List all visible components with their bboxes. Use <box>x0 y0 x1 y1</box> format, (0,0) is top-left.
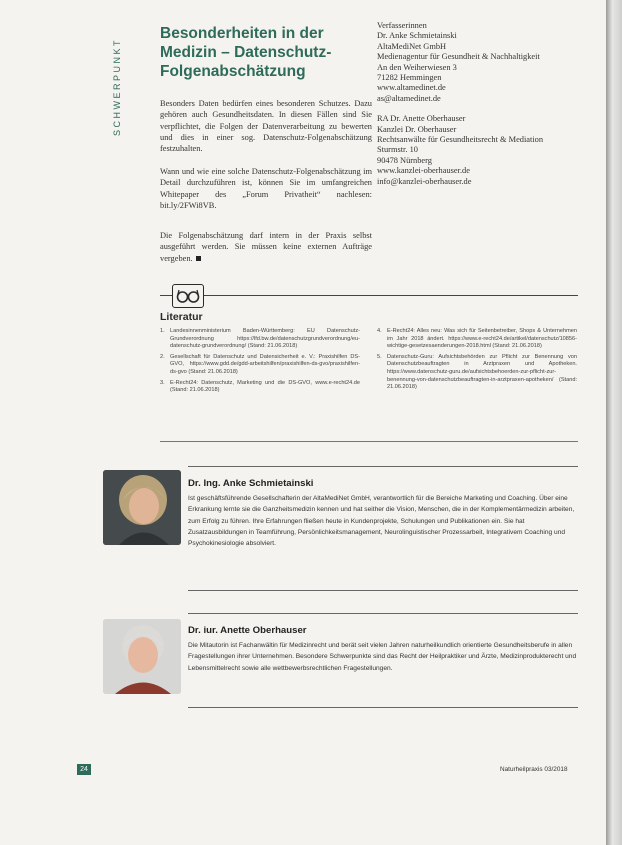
literature-item-text: E-Recht24: Alles neu: Was sich für Seitenbetreiber, Shops & Unternehmen im Jahr 2018 ändert. https://www.e-recht24.de/artikel/datenschutz/10856-wichtige-gesetzesaenderungen-2018.html (Stand: 21.06.2018) <box>387 328 577 350</box>
author1-website-link[interactable]: www.altamedinet.de <box>377 83 446 93</box>
literature-item <box>377 354 577 392</box>
article-paragraph-3 <box>160 230 372 264</box>
author2-line: 90478 Nürnberg <box>377 155 432 165</box>
author2-line: Kanzlei Dr. Oberhauser <box>377 124 457 134</box>
literature-list-right <box>377 328 577 395</box>
glasses-icon-graphic <box>173 285 203 307</box>
glasses-icon <box>172 284 204 308</box>
author2-photo <box>103 619 181 694</box>
literature-item-number: 2. <box>160 353 165 360</box>
author2-portrait <box>103 619 181 694</box>
literature-item-text: E-Recht24: Datenschutz, Marketing und die DS-GVO, www.e-recht24.de (Stand: 21.06.2018) <box>170 379 360 394</box>
article-paragraph-1: Besonders Daten bedürfen eines besonderen Schutzes. Dazu gehören auch Gesundheitsdaten. In diesen Fällen sind Sie verpflichtet, die Folgen der Datenverarbeitung zu bewerten und dies in einer sog. Datenschutz-Folgenabschätzung festzuhalten. <box>160 99 372 154</box>
literature-divider <box>160 295 578 296</box>
bio1-bottom-rule <box>188 590 578 591</box>
author1-email-link[interactable]: as@altamedinet.de <box>377 93 441 103</box>
journal-issue: Naturheilpraxis 03/2018 <box>500 766 568 773</box>
bio2-bottom-rule <box>188 707 578 708</box>
title-line-2: Medizin – Datenschutz- <box>160 44 332 61</box>
author1-photo <box>103 470 181 545</box>
paragraph-3-text: Die Folgenabschätzung darf intern in der Praxis selbst ausgeführt werden. Sie müssen keine externen Aufträge vergeben. <box>160 231 372 263</box>
literature-item-number: 1. <box>160 328 165 334</box>
literature-item-number: 5. <box>377 353 382 360</box>
author2-line: Sturmstr. 10 <box>377 145 418 155</box>
article-title <box>160 24 375 81</box>
author1-line: Dr. Anke Schmietainski <box>377 31 457 41</box>
author2-line: RA Dr. Anette Oberhauser <box>377 114 466 124</box>
author1-portrait <box>103 470 181 545</box>
end-of-article-mark <box>196 256 201 261</box>
literature-title: Literatur <box>160 311 203 323</box>
author2-line: Rechtsanwälte für Gesundheitsrecht & Mediation <box>377 135 544 145</box>
authors-heading: Verfasserinnen <box>377 21 427 30</box>
literature-item-text: Landesinnenministerium Baden-Württemberg: EU Datenschutz-Grundverordnung https://lfd.bw.de/datenschutzgrundverordnung/eu-datenschutz-grundverordnung/ (Stand: 21.06.2018) <box>170 328 360 350</box>
bio2-text: Die Mitautorin ist Fachanwältin für Medizinrecht und berät seit vielen Jahren naturheilkundlich orientierte Gesundheitsberufe in allen Fragestellungen ihrer Unternehmen. Besondere Schwerpunkte sind das Recht der Heilpraktiker und Ärzte, Medizinprodukterecht und Lebensmittelrecht sowie alle wettbewerbsrechtlichen Fragestellungen. <box>188 642 577 672</box>
literature-item-number: 4. <box>377 328 382 334</box>
literature-item <box>160 354 360 377</box>
title-line-1: Besonderheiten in der <box>160 25 324 42</box>
literature-item <box>377 328 577 351</box>
literature-item <box>160 328 360 351</box>
bio2-top-rule <box>188 613 578 614</box>
literature-list-left <box>160 328 360 398</box>
literature-item-text: Gesellschaft für Datenschutz und Datensicherheit e. V.: Praxishilfen DS-GVO, https://www.gdd.de/gdd-arbeitshilfen/praxishilfen-ds-gvo/praxishilfen-ds-gvo (Stand: 21.06.2018) <box>170 353 360 375</box>
page-spine-edge <box>606 0 622 845</box>
bio1-text: Ist geschäftsführende Gesellschafterin der AltaMediNet GmbH, verantwortlich für die Bereiche Marketing und Coaching. Über eine Erkrankung lernte sie die Ganzheitsmedizin kennen und hat seither die Vision, Menschen, die in der Komplementärmedizin arbeiten, zum Erfolg zu führen. Ihre Erfahrungen fließen heute in Kundenprojekte, Schulungen und Publikationen ein. Sie hat Zusatzausbildungen in Teamführung, Persönlichkeitsmanagement, Neurolinguistischer Prozessarbeit, Integrativem Coaching und Psychokinesiologie absolviert. <box>188 495 575 548</box>
section-tag: SCHWERPUNKT <box>112 37 122 136</box>
author1-line: 71282 Hemmingen <box>377 73 442 83</box>
author1-line: Medienagentur für Gesundheit & Nachhaltigkeit <box>377 52 540 62</box>
section-divider <box>160 441 578 442</box>
authors-block <box>377 21 592 187</box>
bio1-name: Dr. Ing. Anke Schmietainski <box>188 478 314 489</box>
literature-item-text: Datenschutz-Guru: Aufsichtsbehörden zur Pflicht zur Benennung von Datenschutzbeauftragten in Arztpraxen und Apotheken. https://www.datenschutz-guru.de/aufsichtsbehoerden-zur-pflicht-zur-benennung-von-datenschutzbeauftragten-in-arztpraxen-apotheken/ (Stand: 21.06.2018) <box>387 353 577 391</box>
author2-email-link[interactable]: info@kanzlei-oberhauser.de <box>377 176 472 186</box>
bio2-name: Dr. iur. Anette Oberhauser <box>188 625 307 636</box>
author1-line: AltaMediNet GmbH <box>377 41 447 51</box>
author2-website-link[interactable]: www.kanzlei-oberhauser.de <box>377 166 470 176</box>
page-number: 24 <box>77 764 91 775</box>
article-paragraph-2: Wann und wie eine solche Datenschutz-Folgenabschätzung im Detail durchzuführen ist, können Sie im umfangreichen Whitepaper des „Forum Privatheit“ nachlesen: bit.ly/2FWi8VB. <box>160 167 372 210</box>
bio1-top-rule <box>188 466 578 467</box>
author1-line: An den Weiherwiesen 3 <box>377 62 457 72</box>
title-line-3: Folgenabschätzung <box>160 63 306 80</box>
literature-item <box>160 380 360 395</box>
literature-item-number: 3. <box>160 379 165 386</box>
